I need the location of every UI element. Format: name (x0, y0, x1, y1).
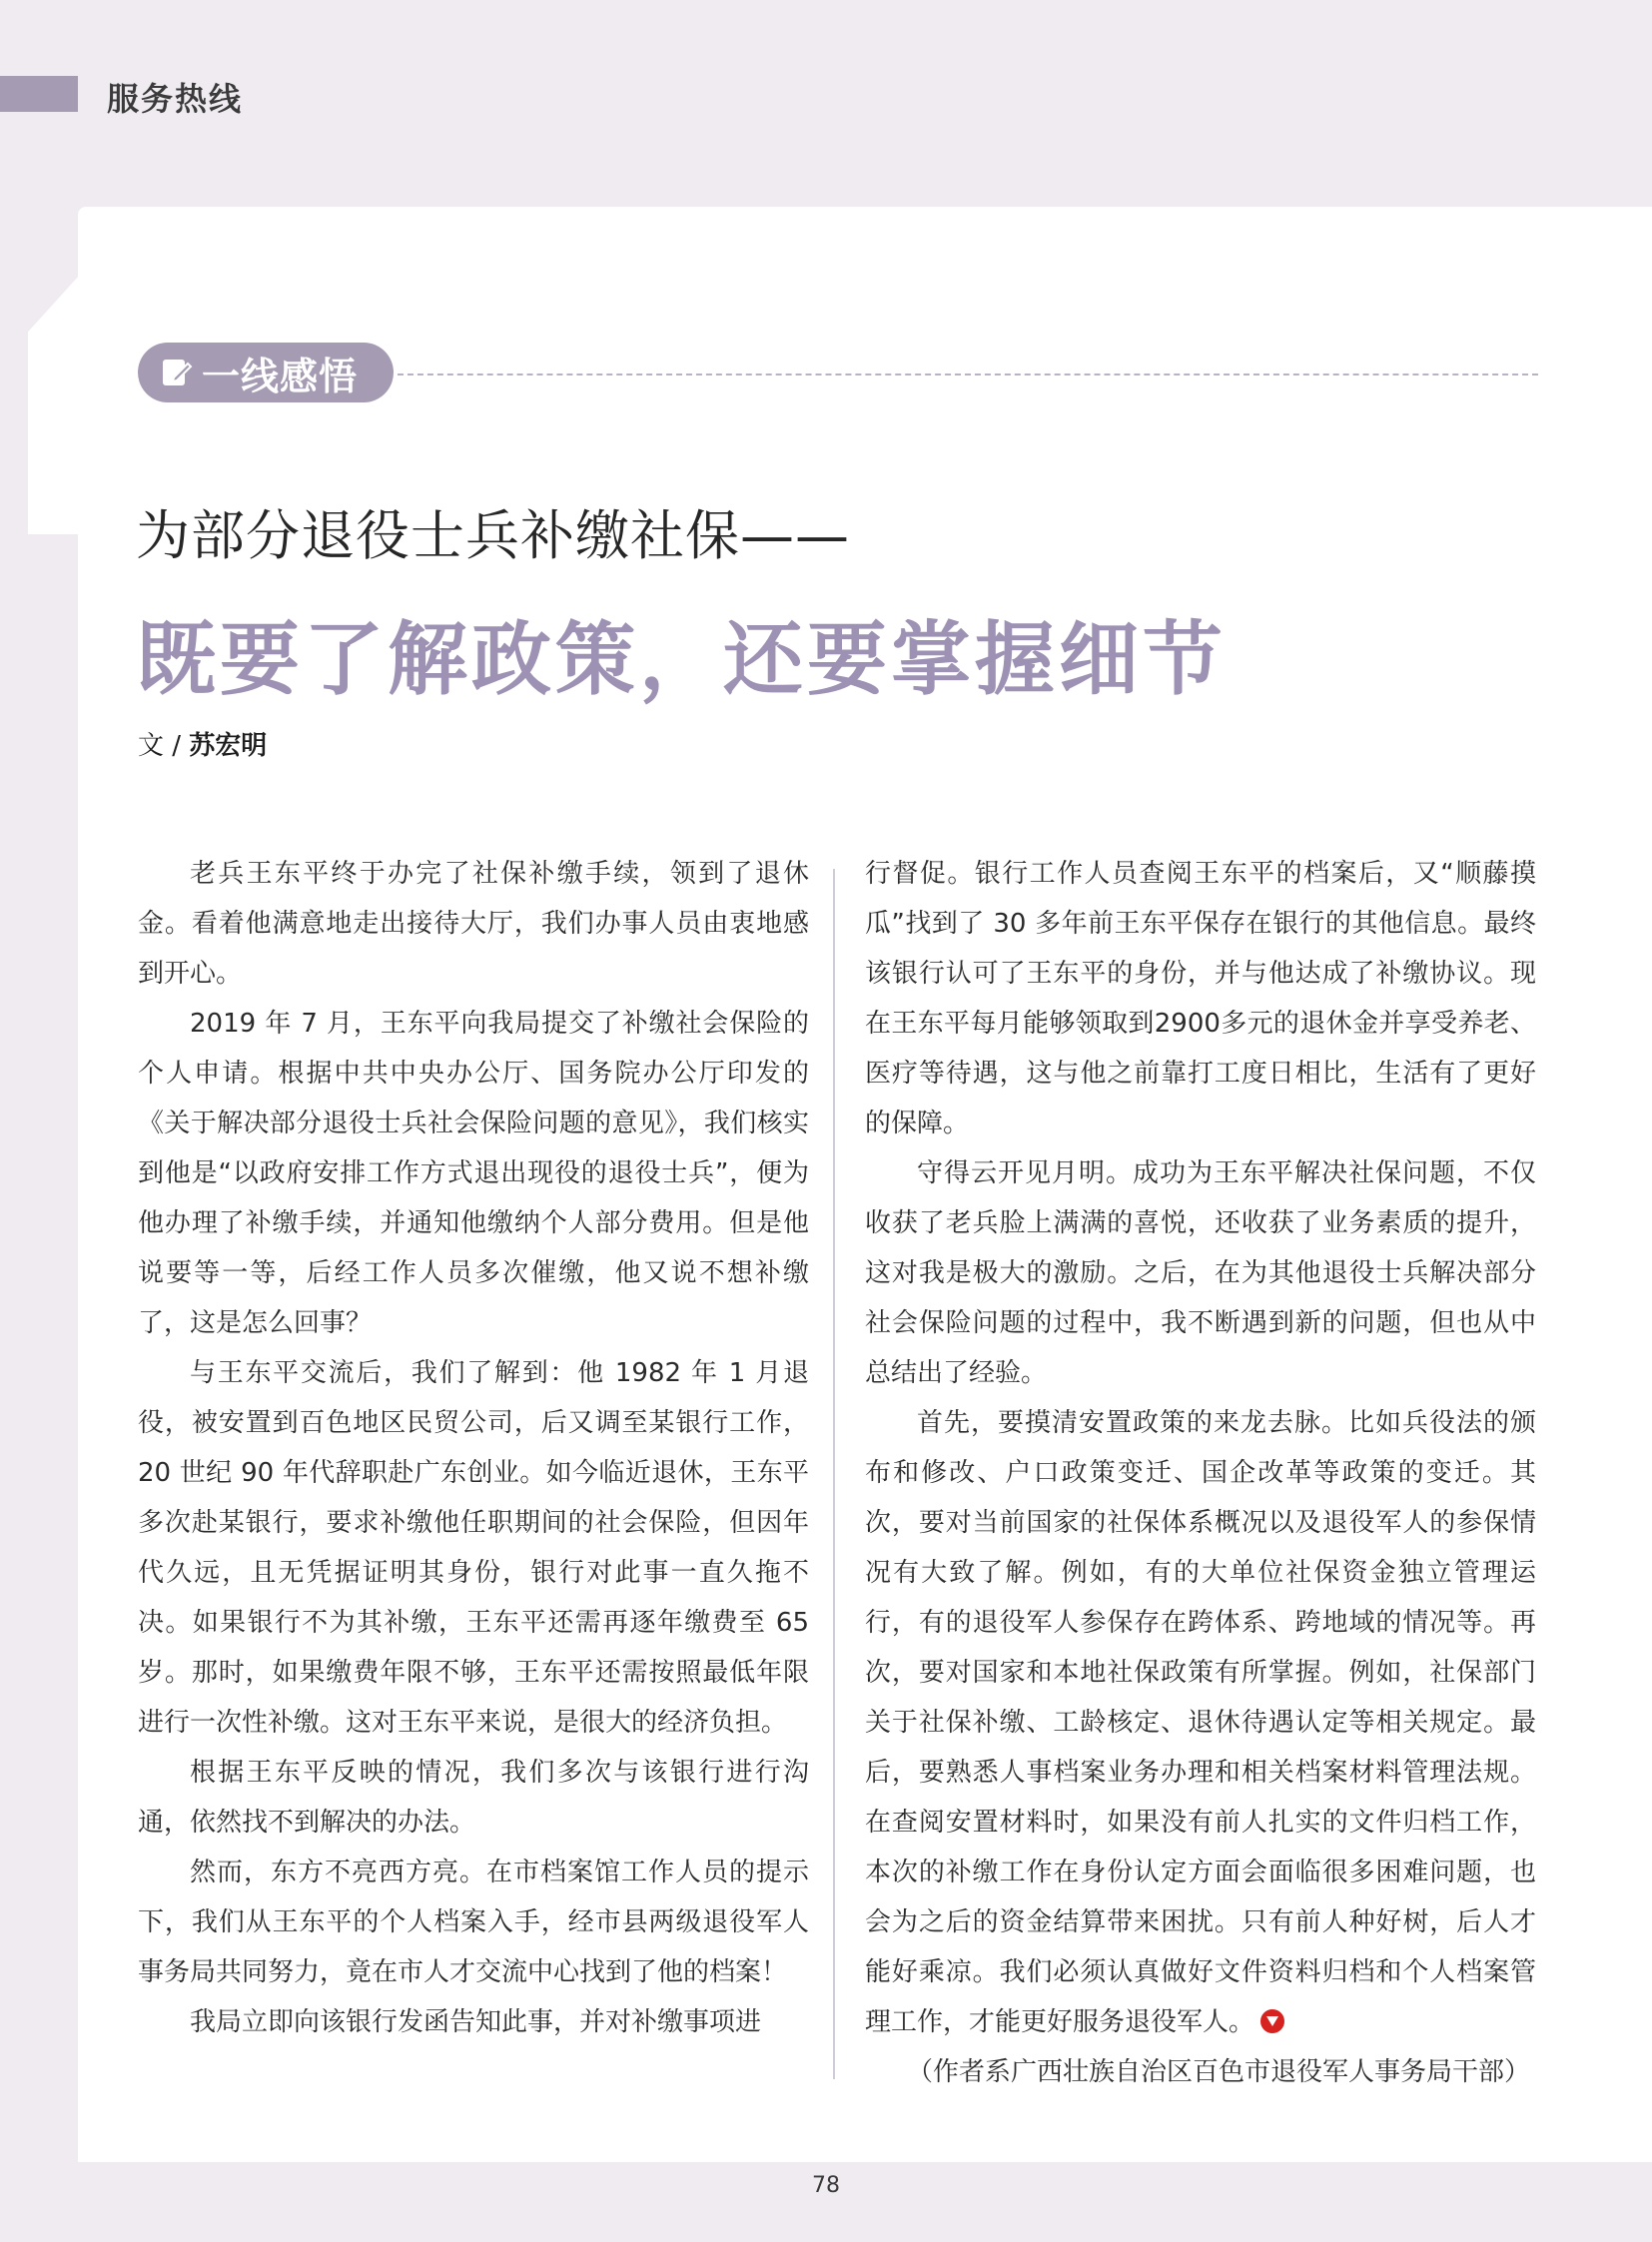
page-number: 78 (812, 2173, 840, 2198)
end-mark-icon (1260, 2009, 1284, 2033)
paragraph: 与王东平交流后，我们了解到：他 1982 年 1 月退役，被安置到百色地区民贸公司，后又调至某银行工作，20 世纪 90 年代辞职赴广东创业。如今临近退休，王东平多次赴某银行，要求补缴他任职期间的社会保险，但因年代久远，且无凭据证明其身份，银行对此事一直久拖不决。如果银行不为其补缴，王东平还需再逐年缴费至 65 岁。那时，如果缴费年限不够，王东平还需按照最低年限进行一次性补缴。这对王东平来说，是很大的经济负担。 (138, 1358, 809, 1738)
article-title: 既要了解政策，还要掌握细节 (136, 613, 1227, 706)
card-notch (28, 275, 80, 534)
left-column (138, 849, 809, 2047)
article-subtitle: 为部分退役士兵补缴社保—— (136, 504, 850, 567)
author-name: 苏宏明 (189, 731, 268, 761)
paragraph: 我局立即向该银行发函告知此事，并对补缴事项进 (190, 2007, 762, 2037)
edit-note-icon (160, 356, 194, 389)
section-marker (0, 76, 78, 112)
paragraph-text: 首先，要摸清安置政策的来龙去脉。比如兵役法的颁布和修改、户口政策变迁、国企改革等政策的变迁。其次，要对当前国家的社保体系概况以及退役军人的参保情况有大致了解。例如，有的大单位社保资金独立管理运行，有的退役军人参保存在跨体系、跨地域的情况等。再次，要对国家和本地社保政策有所掌握。例如，社保部门关于社保补缴、工龄核定、退休待遇认定等相关规定。最后，要熟悉人事档案业务办理和相关档案材料管理法规。在查阅安置材料时，如果没有前人扎实的文件归档工作，本次的补缴工作在身份认定方面会面临很多困难问题，也会为之后的资金结算带来困扰。只有前人种好树，后人才能好乘凉。我们必须认真做好文件资料归档和个人档案管理工作，才能更好服务退役军人。 (865, 1408, 1536, 2037)
tag-divider (398, 374, 1538, 375)
paragraph: 老兵王东平终于办完了社保补缴手续，领到了退休金。看着他满意地走出接待大厅，我们办事人员由衷地感到开心。 (138, 859, 809, 989)
author-note: （作者系广西壮族自治区百色市退役军人事务局干部） (906, 2057, 1530, 2087)
byline (138, 725, 267, 762)
tag-label: 一线感悟 (202, 354, 359, 398)
paragraph: 2019 年 7 月，王东平向我局提交了补缴社会保险的个人申请。根据中共中央办公厅、国务院办公厅印发的《关于解决部分退役士兵社会保险问题的意见》，我们核实到他是“以政府安排工作方式退出现役的退役士兵”，便为他办理了补缴手续，并通知他缴纳个人部分费用。但是他说要等一等，后经工作人员多次催缴，他又说不想补缴了，这是怎么回事？ (138, 1009, 809, 1338)
paragraph: 根据王东平反映的情况，我们多次与该银行进行沟通，依然找不到解决的办法。 (138, 1758, 809, 1838)
section-title: 服务热线 (107, 80, 244, 118)
byline-prefix: 文 / (138, 731, 190, 761)
right-column (865, 849, 1536, 2097)
category-tag (138, 343, 394, 402)
paragraph-continuation: 行督促。银行工作人员查阅王东平的档案后，又“顺藤摸瓜”找到了 30 多年前王东平保存在银行的其他信息。最终该银行认可了王东平的身份，并与他达成了补缴协议。现在王东平每月能够领取到2900多元的退休金并享受养老、医疗等待遇，这与他之前靠打工度日相比，生活有了更好的保障。 (865, 859, 1536, 1138)
paragraph (865, 1398, 1536, 2047)
column-divider (833, 869, 835, 2079)
paragraph: 然而，东方不亮西方亮。在市档案馆工作人员的提示下，我们从王东平的个人档案入手，经市县两级退役军人事务局共同努力，竟在市人才交流中心找到了他的档案！ (138, 1858, 809, 1987)
paragraph: 守得云开见月明。成功为王东平解决社保问题，不仅收获了老兵脸上满满的喜悦，还收获了业务素质的提升，这对我是极大的激励。之后，在为其他退役士兵解决部分社会保险问题的过程中，我不断遇到新的问题，但也从中总结出了经验。 (865, 1158, 1536, 1388)
